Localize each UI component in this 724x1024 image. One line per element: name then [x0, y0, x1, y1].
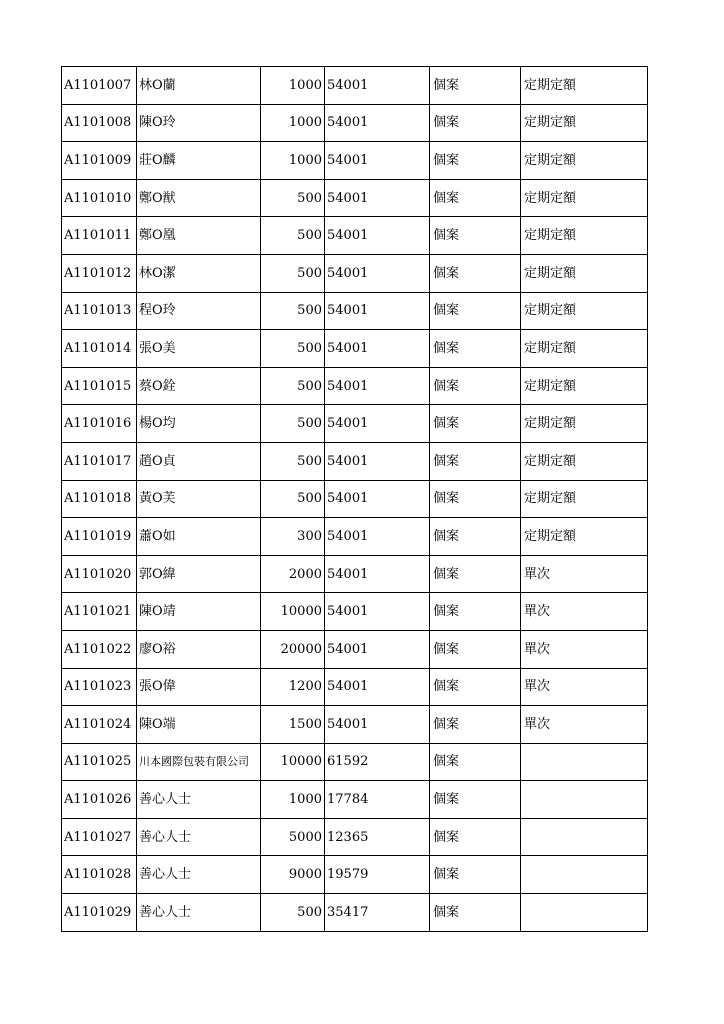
table-row — [62, 142, 648, 180]
receipt-id-cell: A1101015 — [62, 367, 137, 405]
amount-cell: 1000 — [261, 142, 325, 180]
frequency-cell: 定期定額 — [521, 518, 648, 556]
category-cell: 個案 — [430, 217, 521, 255]
donation-table-body — [62, 67, 648, 932]
frequency-cell — [521, 818, 648, 856]
table-row — [62, 630, 648, 668]
donor-name-cell: 鄭O凰 — [137, 217, 261, 255]
category-cell: 個案 — [430, 330, 521, 368]
receipt-id-cell: A1101028 — [62, 856, 137, 894]
category-cell: 個案 — [430, 856, 521, 894]
frequency-cell: 單次 — [521, 555, 648, 593]
frequency-cell: 單次 — [521, 593, 648, 631]
table-row — [62, 781, 648, 819]
code-cell: 54001 — [325, 330, 430, 368]
table-row — [62, 442, 648, 480]
receipt-id-cell: A1101010 — [62, 179, 137, 217]
category-cell: 個案 — [430, 480, 521, 518]
receipt-id-cell: A1101026 — [62, 781, 137, 819]
receipt-id-cell: A1101021 — [62, 593, 137, 631]
donor-name-cell: 蔡O銓 — [137, 367, 261, 405]
receipt-id-cell: A1101008 — [62, 104, 137, 142]
category-cell: 個案 — [430, 706, 521, 744]
code-cell: 12365 — [325, 818, 430, 856]
code-cell: 54001 — [325, 555, 430, 593]
amount-cell: 500 — [261, 405, 325, 443]
amount-cell: 1500 — [261, 706, 325, 744]
table-row — [62, 367, 648, 405]
amount-cell: 2000 — [261, 555, 325, 593]
table-row — [62, 480, 648, 518]
donor-name-cell: 善心人士 — [137, 818, 261, 856]
category-cell: 個案 — [430, 405, 521, 443]
amount-cell: 500 — [261, 367, 325, 405]
donor-name-cell: 郭O緯 — [137, 555, 261, 593]
receipt-id-cell: A1101029 — [62, 894, 137, 932]
amount-cell: 20000 — [261, 630, 325, 668]
donor-name-cell: 陳O玲 — [137, 104, 261, 142]
amount-cell: 300 — [261, 518, 325, 556]
donor-name-cell: 鄭O猷 — [137, 179, 261, 217]
code-cell: 54001 — [325, 480, 430, 518]
frequency-cell: 定期定額 — [521, 480, 648, 518]
category-cell: 個案 — [430, 142, 521, 180]
table-row — [62, 179, 648, 217]
frequency-cell: 定期定額 — [521, 330, 648, 368]
donor-name-cell: 林O蘭 — [137, 67, 261, 105]
code-cell: 35417 — [325, 894, 430, 932]
amount-cell: 500 — [261, 442, 325, 480]
donor-name-cell: 善心人士 — [137, 894, 261, 932]
category-cell: 個案 — [430, 67, 521, 105]
category-cell: 個案 — [430, 781, 521, 819]
amount-cell: 500 — [261, 894, 325, 932]
code-cell: 19579 — [325, 856, 430, 894]
frequency-cell: 單次 — [521, 630, 648, 668]
receipt-id-cell: A1101020 — [62, 555, 137, 593]
table-row — [62, 217, 648, 255]
frequency-cell: 定期定額 — [521, 405, 648, 443]
code-cell: 54001 — [325, 254, 430, 292]
receipt-id-cell: A1101023 — [62, 668, 137, 706]
table-row — [62, 67, 648, 105]
table-row — [62, 518, 648, 556]
donor-name-cell: 善心人士 — [137, 856, 261, 894]
donor-name-cell: 蕭O如 — [137, 518, 261, 556]
category-cell: 個案 — [430, 179, 521, 217]
table-row — [62, 405, 648, 443]
amount-cell: 5000 — [261, 818, 325, 856]
receipt-id-cell: A1101025 — [62, 743, 137, 781]
amount-cell: 1000 — [261, 781, 325, 819]
table-row — [62, 104, 648, 142]
amount-cell: 500 — [261, 480, 325, 518]
receipt-id-cell: A1101007 — [62, 67, 137, 105]
code-cell: 17784 — [325, 781, 430, 819]
code-cell: 54001 — [325, 104, 430, 142]
category-cell: 個案 — [430, 367, 521, 405]
donor-name-cell: 川本國際包裝有限公司 — [137, 743, 261, 781]
donor-name-cell: 陳O端 — [137, 706, 261, 744]
frequency-cell: 定期定額 — [521, 442, 648, 480]
code-cell: 61592 — [325, 743, 430, 781]
table-row — [62, 743, 648, 781]
amount-cell: 500 — [261, 179, 325, 217]
frequency-cell — [521, 894, 648, 932]
amount-cell: 1000 — [261, 104, 325, 142]
code-cell: 54001 — [325, 142, 430, 180]
receipt-id-cell: A1101022 — [62, 630, 137, 668]
code-cell: 54001 — [325, 217, 430, 255]
donor-name-cell: 楊O均 — [137, 405, 261, 443]
frequency-cell — [521, 743, 648, 781]
category-cell: 個案 — [430, 442, 521, 480]
category-cell: 個案 — [430, 104, 521, 142]
code-cell: 54001 — [325, 292, 430, 330]
category-cell: 個案 — [430, 743, 521, 781]
table-row — [62, 330, 648, 368]
code-cell: 54001 — [325, 518, 430, 556]
table-row — [62, 856, 648, 894]
table-row — [62, 555, 648, 593]
table-row — [62, 706, 648, 744]
table-row — [62, 894, 648, 932]
frequency-cell: 定期定額 — [521, 67, 648, 105]
category-cell: 個案 — [430, 894, 521, 932]
category-cell: 個案 — [430, 254, 521, 292]
table-row — [62, 818, 648, 856]
table-row — [62, 254, 648, 292]
receipt-id-cell: A1101012 — [62, 254, 137, 292]
amount-cell: 9000 — [261, 856, 325, 894]
donor-name-cell: 黃O芙 — [137, 480, 261, 518]
code-cell: 54001 — [325, 67, 430, 105]
table-row — [62, 668, 648, 706]
donor-name-cell: 陳O靖 — [137, 593, 261, 631]
frequency-cell: 定期定額 — [521, 217, 648, 255]
category-cell: 個案 — [430, 593, 521, 631]
code-cell: 54001 — [325, 668, 430, 706]
frequency-cell: 單次 — [521, 668, 648, 706]
donor-name-cell: 莊O麟 — [137, 142, 261, 180]
receipt-id-cell: A1101024 — [62, 706, 137, 744]
donor-name-cell: 廖O裕 — [137, 630, 261, 668]
amount-cell: 1200 — [261, 668, 325, 706]
code-cell: 54001 — [325, 442, 430, 480]
frequency-cell: 定期定額 — [521, 254, 648, 292]
frequency-cell: 定期定額 — [521, 292, 648, 330]
frequency-cell: 定期定額 — [521, 179, 648, 217]
donation-table — [61, 66, 648, 932]
code-cell: 54001 — [325, 405, 430, 443]
receipt-id-cell: A1101017 — [62, 442, 137, 480]
table-row — [62, 593, 648, 631]
receipt-id-cell: A1101027 — [62, 818, 137, 856]
receipt-id-cell: A1101013 — [62, 292, 137, 330]
receipt-id-cell: A1101018 — [62, 480, 137, 518]
donor-name-cell: 張O偉 — [137, 668, 261, 706]
frequency-cell — [521, 856, 648, 894]
frequency-cell: 定期定額 — [521, 104, 648, 142]
frequency-cell: 單次 — [521, 706, 648, 744]
receipt-id-cell: A1101019 — [62, 518, 137, 556]
category-cell: 個案 — [430, 292, 521, 330]
frequency-cell — [521, 781, 648, 819]
amount-cell: 500 — [261, 330, 325, 368]
amount-cell: 500 — [261, 292, 325, 330]
amount-cell: 500 — [261, 217, 325, 255]
code-cell: 54001 — [325, 179, 430, 217]
frequency-cell: 定期定額 — [521, 367, 648, 405]
frequency-cell: 定期定額 — [521, 142, 648, 180]
category-cell: 個案 — [430, 555, 521, 593]
amount-cell: 500 — [261, 254, 325, 292]
amount-cell: 10000 — [261, 743, 325, 781]
category-cell: 個案 — [430, 818, 521, 856]
code-cell: 54001 — [325, 630, 430, 668]
category-cell: 個案 — [430, 668, 521, 706]
category-cell: 個案 — [430, 630, 521, 668]
receipt-id-cell: A1101016 — [62, 405, 137, 443]
receipt-id-cell: A1101009 — [62, 142, 137, 180]
donor-name-cell: 張O美 — [137, 330, 261, 368]
amount-cell: 1000 — [261, 67, 325, 105]
receipt-id-cell: A1101014 — [62, 330, 137, 368]
table-row — [62, 292, 648, 330]
category-cell: 個案 — [430, 518, 521, 556]
donor-name-cell: 林O潔 — [137, 254, 261, 292]
donor-name-cell: 善心人士 — [137, 781, 261, 819]
donor-name-cell: 程O玲 — [137, 292, 261, 330]
code-cell: 54001 — [325, 593, 430, 631]
code-cell: 54001 — [325, 706, 430, 744]
code-cell: 54001 — [325, 367, 430, 405]
amount-cell: 10000 — [261, 593, 325, 631]
receipt-id-cell: A1101011 — [62, 217, 137, 255]
donor-name-cell: 趙O貞 — [137, 442, 261, 480]
